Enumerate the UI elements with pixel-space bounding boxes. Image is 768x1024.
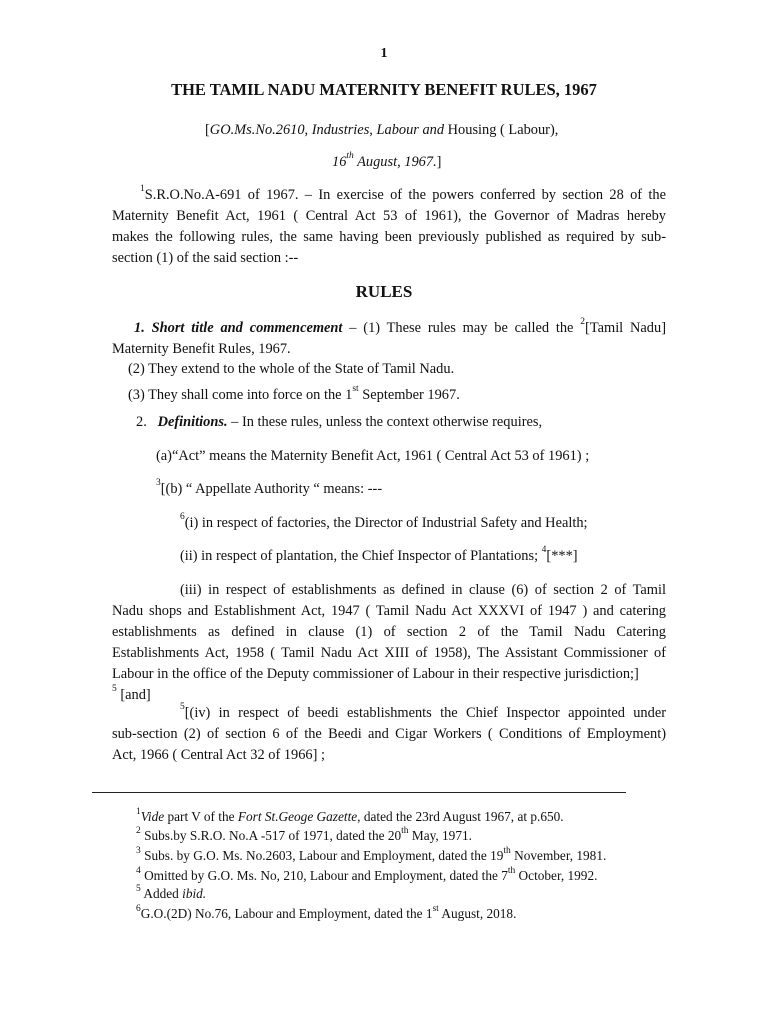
go-reference-rest: Housing ( Labour), <box>444 122 559 138</box>
go-reference: GO.Ms.No.2610, Industries, Labour and <box>209 122 445 138</box>
rule-1-heading: 1. Short title and commencement <box>134 320 343 336</box>
notification-date <box>332 152 441 172</box>
preamble-line-3: makes the following rules, the same having been previously published as required by sub- <box>112 229 666 245</box>
footnote-ref-1: 1 <box>140 184 145 195</box>
footnote-ref-5b: 5 <box>180 702 185 713</box>
footnote-ref-6: 6 <box>180 512 185 523</box>
definition-b-iii-line-4: Establishments Act, 1958 ( Tamil Nadu Act XIII of 1958), The Assistant Commissioner of <box>112 645 666 661</box>
date-suffix: th <box>346 151 354 162</box>
definition-b: $^3$[(b) “ Appellate Authority “ means: --- <box>156 478 383 497</box>
footnote-1: $^1$Vide part V of the Fort St.Geoge Gazette, dated the 23rd August 1967, at p.650. <box>136 806 564 824</box>
preamble-line-4: section (1) of the said section :-- <box>112 250 299 266</box>
rule-2-line: 2. Definitions. – In these rules, unless the context otherwise requires, <box>136 414 543 430</box>
document-title: THE TAMIL NADU MATERNITY BENEFIT RULES, 1967 <box>171 80 597 99</box>
definition-b-i: $^6$(i) in respect of factories, the Director of Industrial Safety and Health; <box>180 512 588 531</box>
rule-1-subsection-3: (3) They shall come into force on the 1st September 1967. <box>128 384 460 403</box>
definition-b-iv-line-2: sub-section (2) of section 6 of the Beedi and Cigar Workers ( Conditions of Employment) <box>112 726 666 742</box>
notification-reference <box>205 120 558 140</box>
definition-b-iii-line-1: (iii) in respect of establishments as defined in clause (6) of section 2 of Tamil <box>180 582 666 598</box>
date-rest: August, 1967. <box>353 154 437 170</box>
footnote-3: $^3$ Subs. by G.O. Ms. No.2603, Labour and Employment, dated the 19th November, 1981. <box>136 845 607 863</box>
footnote-ref-2: 2 <box>580 317 586 328</box>
footnote-ref-3: 3 <box>156 478 161 489</box>
footnote-divider <box>92 792 626 793</box>
close-bracket: ] <box>436 154 442 170</box>
page-number: 1 <box>380 46 388 61</box>
rule-1-line-1: 1. Short title and commencement – (1) These rules may be called the $^2$[Tamil Nadu] <box>134 317 666 336</box>
and-insertion: $^5$ [and] <box>112 684 151 703</box>
rule-1-line-2: Maternity Benefit Rules, 1967. <box>112 341 291 357</box>
rule-1-subsection-2: (2) They extend to the whole of the State of Tamil Nadu. <box>128 361 455 377</box>
definition-b-ii: (ii) in respect of plantation, the Chief Inspector of Plantations; $^4$[***] <box>180 545 578 564</box>
footnote-ref-4: 4 <box>541 545 547 556</box>
definition-a: (a)“Act” means the Maternity Benefit Act, 1961 ( Central Act 53 of 1961) ; <box>156 448 590 464</box>
definition-b-iv-line-1: $^5$[(iv) in respect of beedi establishments the Chief Inspector appointed under <box>180 702 666 721</box>
definition-b-iii-line-5: Labour in the office of the Deputy commissioner of Labour in their respective jurisdiction;] <box>112 666 639 682</box>
footnote-5: $^5$ Added ibid. <box>136 883 207 901</box>
definition-b-iv-line-3: Act, 1966 ( Central Act 32 of 1966] ; <box>112 747 326 763</box>
footnote-6: $^6$G.O.(2D) No.76, Labour and Employment, dated the 1st August, 2018. <box>136 903 517 921</box>
preamble-line-2: Maternity Benefit Act, 1961 ( Central Act 53 of 1961), the Governor of Madras hereby <box>112 208 666 224</box>
rule-2-heading: Definitions. <box>157 414 228 430</box>
footnote-2: $^2$ Subs.by S.R.O. No.A -517 of 1971, dated the 20th May, 1971. <box>136 825 472 843</box>
footnote-4: $^4$ Omitted by G.O. Ms. No, 210, Labour and Employment, dated the 7th October, 1992. <box>136 865 598 883</box>
rules-heading: RULES <box>355 282 413 301</box>
definition-b-iii-line-3: establishments as defined in clause (1) of section 2 of the Tamil Nadu Catering <box>112 624 666 640</box>
open-bracket: [ <box>205 122 210 138</box>
date-day: 16 <box>332 154 347 170</box>
footnote-ref-5: 5 <box>112 684 117 695</box>
definition-b-iii-line-2: Nadu shops and Establishment Act, 1947 ( Tamil Nadu Act XXXVI of 1947 ) and catering <box>112 603 666 619</box>
rule-2-number: 2. <box>136 414 147 430</box>
preamble-line-1: $^1$S.R.O.No.A-691 of 1967. – In exercise of the powers conferred by section 28 of the <box>140 184 666 203</box>
